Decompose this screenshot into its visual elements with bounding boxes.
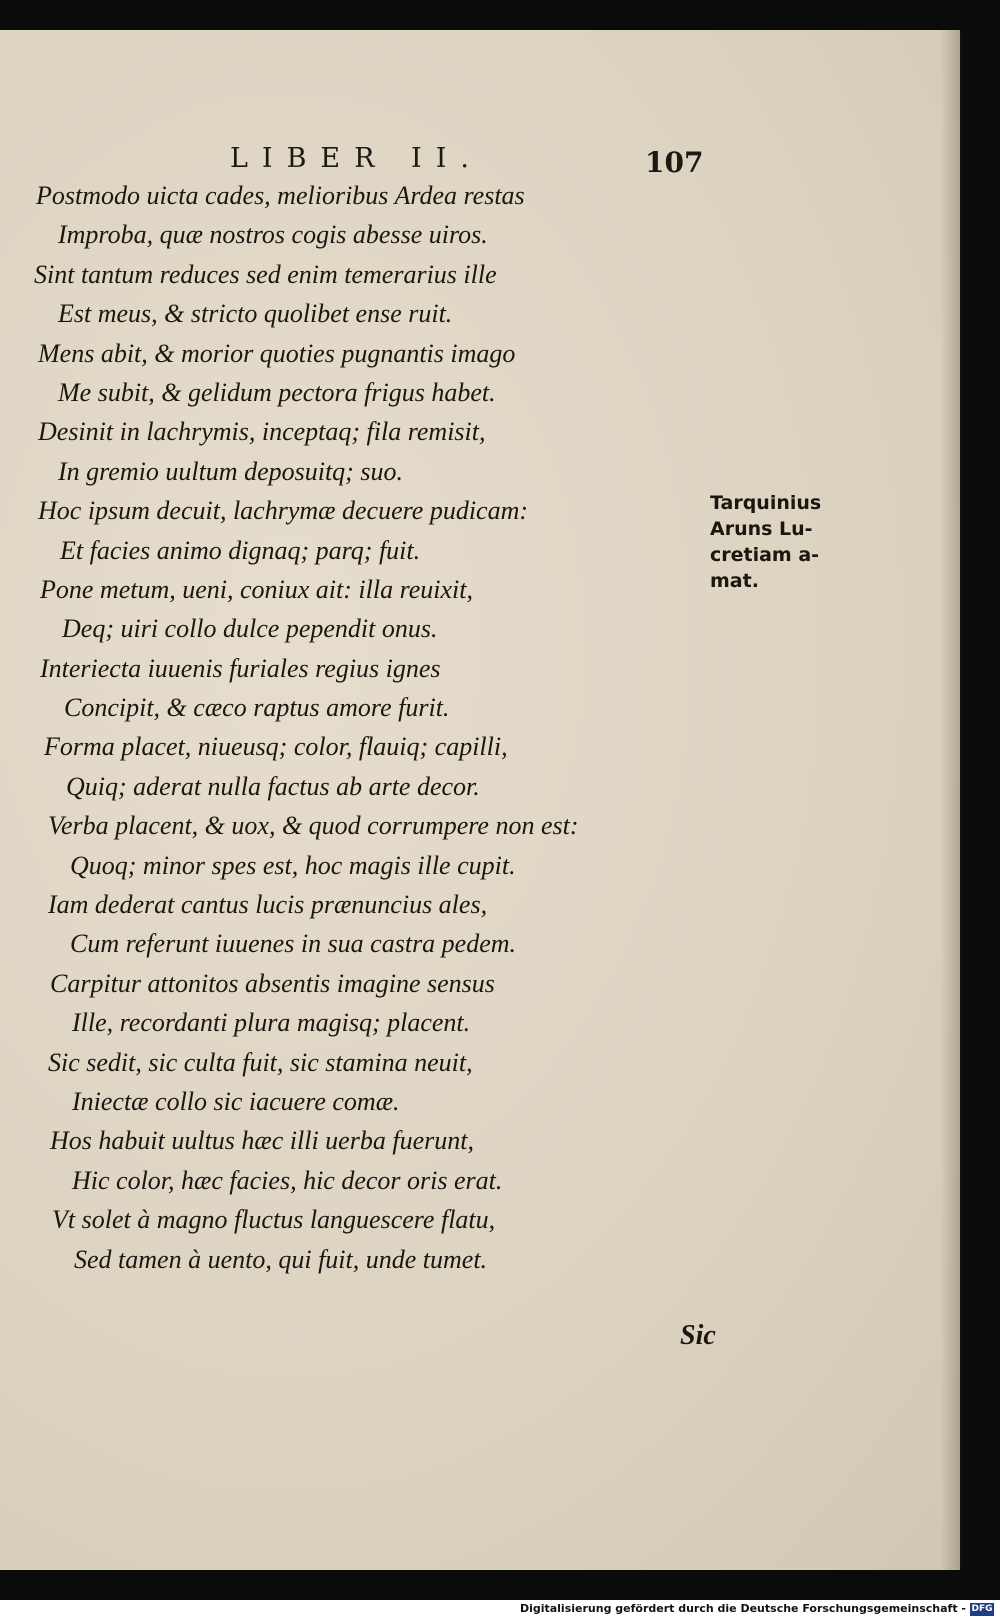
verse-line: Verba placent, & uox, & quod corrumpere non est: [48,811,579,841]
verse-line: Est meus, & stricto quolibet ense ruit. [58,299,453,329]
verse-line: Interiecta iuuenis furiales regius ignes [40,653,441,683]
verse-line: Carpitur attonitos absentis imagine sensus [50,968,495,998]
verse-line: Hoc ipsum decuit, lachrymæ decuere pudicam: [38,496,529,526]
funding-credit: Digitalisierung gefördert durch die Deutsche Forschungsgemeinschaft - [519,1602,966,1615]
page-number: 107 [645,146,704,179]
verse-line: Sint tantum reduces sed enim temerarius ille [34,259,497,289]
verse-line: Mens abit, & morior quoties pugnantis imago [38,338,516,368]
margin-note-line: Aruns Lu- [710,518,813,540]
verse-line: Ille, recordanti plura magisq; placent. [72,1008,471,1038]
catchword: Sic [680,1320,716,1351]
verse-line: Et facies animo dignaq; parq; fuit. [60,535,421,565]
verse-line: Deq; uiri collo dulce pependit onus. [62,614,438,644]
book-page [0,30,960,1570]
verse-line: Iam dederat cantus lucis prænuncius ales, [48,890,488,920]
dfg-logo-icon: DFG [971,1604,993,1614]
verse-block [0,176,700,1279]
verse-line: Postmodo uicta cades, melioribus Ardea restas [36,181,525,210]
running-head: LIBER II. [230,143,483,174]
verse-line: Desinit in lachrymis, inceptaq; fila remisit, [38,417,486,447]
page-edge-shadow [940,30,962,1570]
verse-line: Quiq; aderat nulla factus ab arte decor. [66,771,480,801]
verse-line: Iniectæ collo sic iacuere comæ. [72,1086,400,1116]
verse-line: Improba, quæ nostros cogis abesse uiros. [58,220,488,250]
margin-note-line: cretiam a- [710,544,820,566]
margin-note [710,490,860,594]
verse-line: Quoq; minor spes est, hoc magis ille cupit. [70,850,516,880]
verse-line: Vt solet à magno fluctus languescere flatu, [52,1205,496,1235]
verse-line: In gremio uultum deposuitq; suo. [58,456,403,486]
verse-line: Sed tamen à uento, qui fuit, unde tumet. [74,1244,488,1274]
verse-line: Forma placet, niueusq; color, flauiq; capilli, [44,732,508,762]
verse-line: Cum referunt iuuenes in sua castra pedem. [70,929,517,959]
margin-note-line: mat. [710,570,759,592]
margin-note-line: Tarquinius [710,492,822,514]
verse-line: Sic sedit, sic culta fuit, sic stamina neuit, [48,1047,473,1077]
verse-line: Pone metum, ueni, coniux ait: illa reuixit, [40,574,473,604]
verse-line: Hos habuit uultus hæc illi uerba fuerunt, [50,1126,474,1156]
verse-line: Concipit, & cæco raptus amore furit. [64,693,450,723]
verse-line: Hic color, hæc facies, hic decor oris erat. [72,1165,503,1195]
verse-line: Me subit, & gelidum pectora frigus habet. [58,377,496,407]
